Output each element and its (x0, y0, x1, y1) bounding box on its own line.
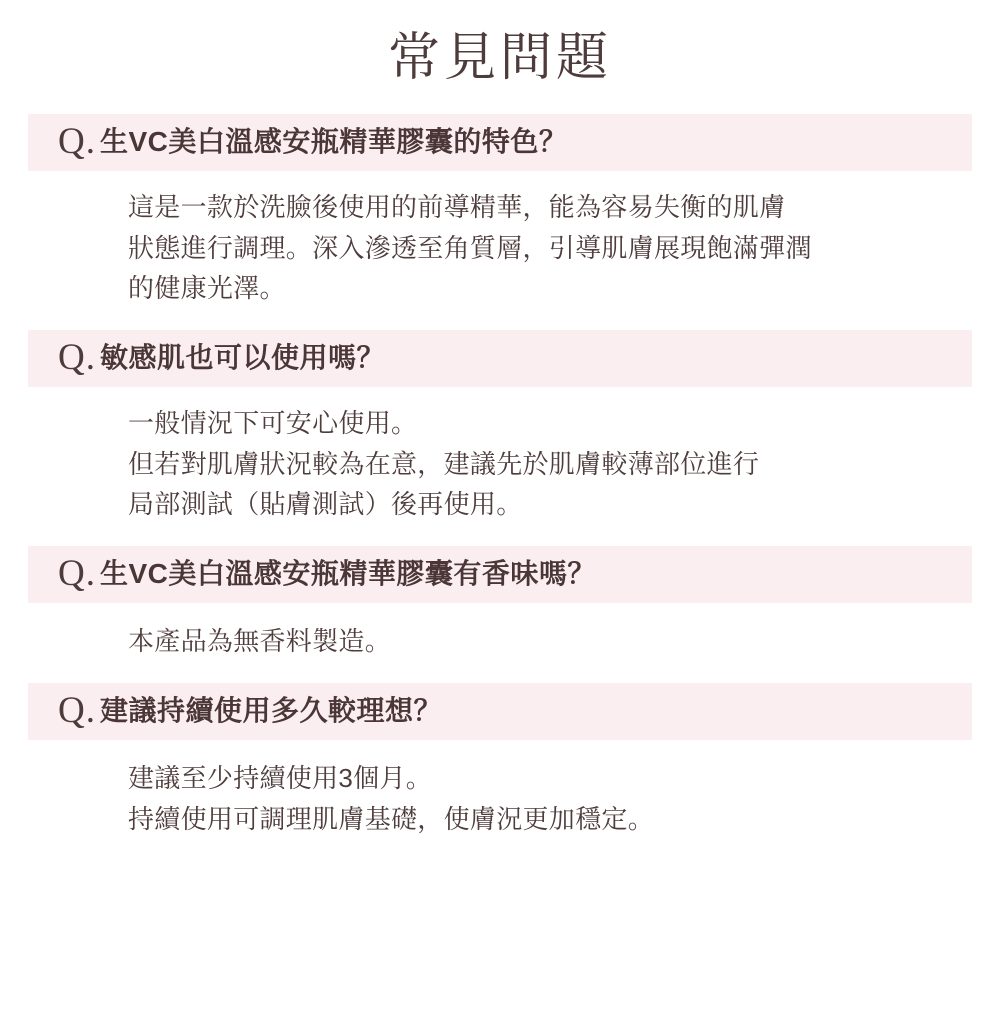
faq-answer (28, 603, 972, 667)
faq-question-row[interactable] (28, 546, 972, 603)
faq-question-row[interactable] (28, 683, 972, 740)
question-marker: Q. (58, 553, 96, 595)
faq-question-text: 生VC美白溫感安瓶精華膠囊有香味嗎？ (99, 558, 596, 590)
faq-answer-line: 狀態進行調理。深入滲透至角質層，引導肌膚展現飽滿彈潤 (128, 232, 812, 263)
faq-answer-line: 一般情況下可安心使用。 (128, 408, 418, 439)
faq-list (0, 114, 1000, 845)
page-title: 常見問題 (387, 30, 612, 87)
faq-question-text: 建議持續使用多久較理想？ (99, 695, 442, 727)
faq-answer (28, 171, 972, 314)
faq-answer-line: 但若對肌膚狀況較為在意，建議先於肌膚較薄部位進行 (128, 448, 760, 479)
faq-answer (28, 740, 972, 845)
faq-item (28, 683, 972, 845)
question-marker: Q. (58, 337, 96, 379)
faq-answer-line: 本產品為無香料製造。 (128, 626, 392, 657)
faq-question-text: 敏感肌也可以使用嗎？ (99, 342, 385, 374)
faq-item (28, 546, 972, 667)
question-marker: Q. (58, 121, 96, 163)
faq-question-text: 生VC美白溫感安瓶精華膠囊的特色？ (99, 126, 568, 158)
faq-question-row[interactable] (28, 330, 972, 387)
faq-item (28, 114, 972, 314)
faq-page (0, 28, 1000, 1028)
faq-answer-line: 建議至少持續使用3個月。 (128, 763, 433, 794)
faq-answer-line: 的健康光澤。 (128, 272, 286, 303)
faq-answer-line: 局部測試（貼膚測試）後再使用。 (128, 488, 523, 519)
faq-answer-line: 這是一款於洗臉後使用的前導精華，能為容易失衡的肌膚 (128, 192, 786, 223)
faq-answer-line: 持續使用可調理肌膚基礎，使膚況更加穩定。 (128, 803, 655, 834)
question-marker: Q. (58, 690, 96, 732)
faq-item (28, 330, 972, 530)
faq-question-row[interactable] (28, 114, 972, 171)
faq-answer (28, 387, 972, 530)
